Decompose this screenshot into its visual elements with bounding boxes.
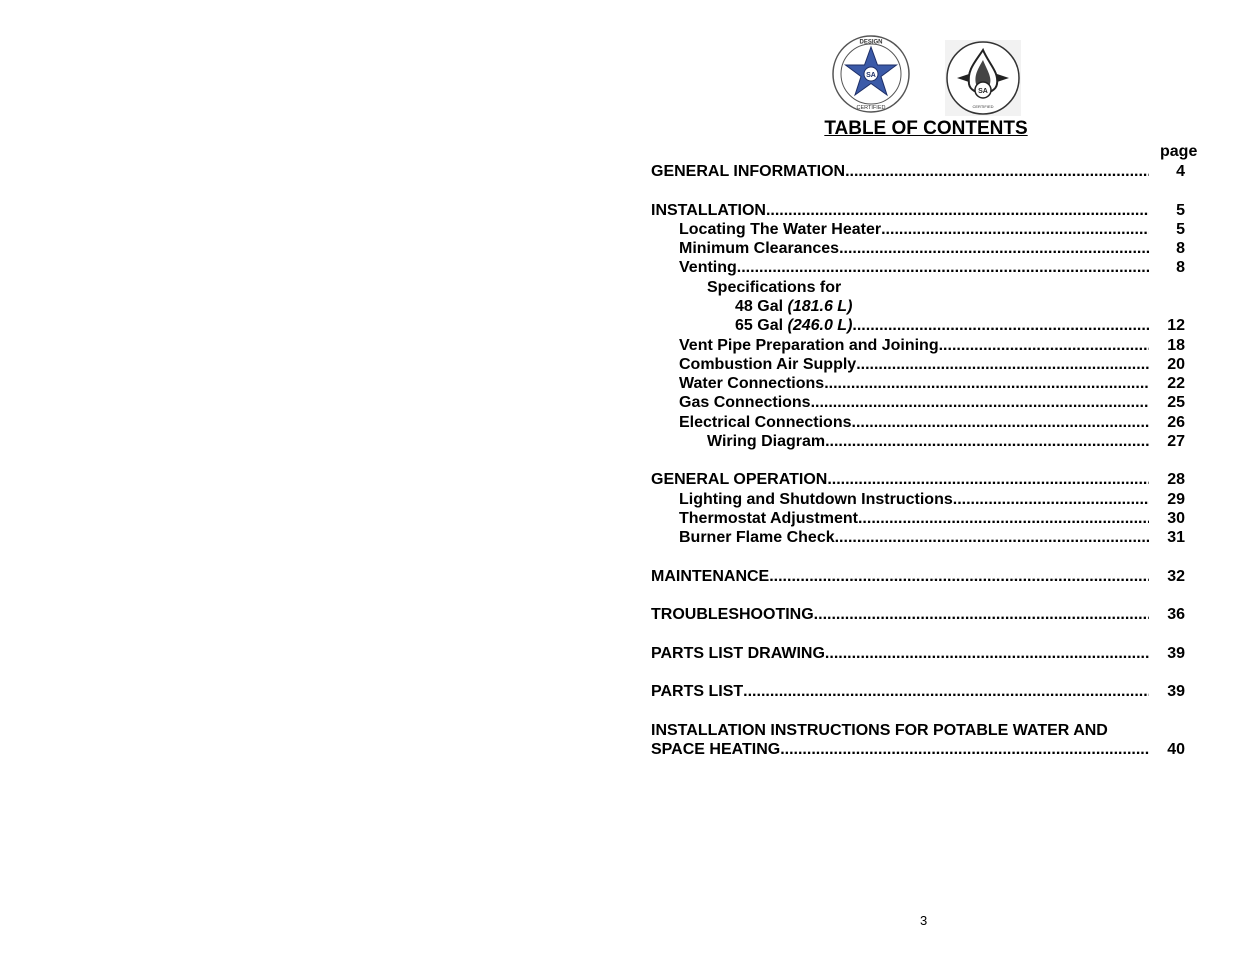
page-title: TABLE OF CONTENTS [824,118,1028,139]
design-certified-seal [831,34,911,114]
toc-entry-burner-flame-check[interactable]: Burner Flame Check ..... 31 [651,528,1201,548]
toc-entry-electrical-connections[interactable]: Electrical Connections ..... 26 [651,413,1201,433]
toc-entry-maintenance[interactable]: MAINTENANCE ..... 32 [651,567,1201,587]
design-seal-top-text: DESIGN [859,39,883,46]
toc-entry-48-gal: 48 Gal (181.6 L) [735,298,853,315]
toc-entry-locating-water-heater[interactable]: Locating The Water Heater ..... 5 [651,220,1201,240]
flame-seal-text: CERTIFIED [972,104,994,109]
toc-entry-parts-list-drawing[interactable]: PARTS LIST DRAWING ..... 39 [651,644,1201,664]
toc-entry-space-heating[interactable]: SPACE HEATING ..... 40 [651,740,1201,760]
toc-entry-65-gal[interactable]: 65 Gal (246.0 L) ..... 12 [651,316,1201,336]
flame-seal-mark: SA [978,88,988,95]
toc-entry-vent-pipe-preparation[interactable]: Vent Pipe Preparation and Joining ..... 18 [651,336,1201,356]
flame-certified-seal [945,40,1021,116]
toc-entry-gas-connections[interactable]: Gas Connections ..... 25 [651,393,1201,413]
page-column-header: page [1160,143,1198,160]
toc-entry-venting[interactable]: Venting ..... 8 [651,258,1201,278]
toc-entry-combustion-air-supply[interactable]: Combustion Air Supply ..... 20 [651,355,1201,375]
design-seal-bottom-text: CERTIFIED [856,105,886,111]
toc-entry-water-connections[interactable]: Water Connections ..... 22 [651,374,1201,394]
toc-entry-general-information[interactable]: GENERAL INFORMATION ..... 4 [651,162,1201,182]
toc-entry-installation[interactable]: INSTALLATION. ..... 5 [651,201,1201,221]
toc-entry-thermostat-adjustment[interactable]: Thermostat Adjustment ..... 30 [651,509,1201,529]
toc-entry-parts-list[interactable]: PARTS LIST ..... 39 [651,682,1201,702]
toc-entry-wiring-diagram[interactable]: Wiring Diagram ..... 27 [651,432,1201,452]
toc-entry-installation-instructions-line1: INSTALLATION INSTRUCTIONS FOR POTABLE WATER AND [651,722,1108,739]
design-seal-mark: SA [866,72,876,79]
toc-entry-minimum-clearances[interactable]: Minimum Clearances ..... 8 [651,239,1201,259]
page-number: 3 [920,913,928,928]
toc-entry-lighting-shutdown[interactable]: Lighting and Shutdown Instructions ..... 29 [651,490,1201,510]
toc-entry-specifications-for: Specifications for [707,279,842,296]
toc-entry-troubleshooting[interactable]: TROUBLESHOOTING ..... 36 [651,605,1201,625]
toc-entry-general-operation[interactable]: GENERAL OPERATION ..... 28 [651,470,1201,490]
